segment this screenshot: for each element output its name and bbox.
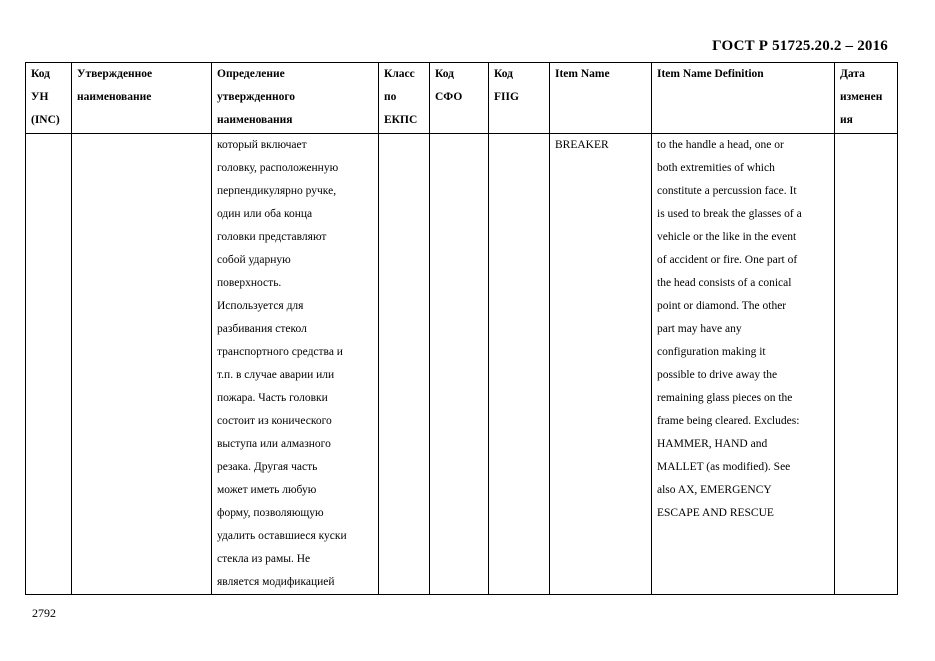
text-line: possible to drive away the (657, 369, 778, 381)
page-number: 2792 (32, 606, 56, 620)
table-row (26, 134, 898, 595)
cell-definition-ru (212, 134, 379, 595)
gost-item-name-table (25, 62, 898, 595)
text-line: of accident or fire. One part of (657, 254, 798, 266)
text-line: Item Name Definition (657, 68, 764, 80)
text-line: поверхность. (217, 277, 282, 289)
table-header-row (26, 63, 898, 134)
cell-item-name: BREAKER (550, 134, 652, 595)
text-line: пожара. Часть головки (217, 392, 328, 404)
column-header-fiig-code (489, 63, 550, 134)
text-line: головку, расположенную (217, 162, 339, 174)
text-line: point or diamond. The other (657, 300, 787, 312)
text-line: Item Name (555, 68, 610, 80)
text-line: the head consists of a conical (657, 277, 792, 289)
text-line: утвержденного (217, 91, 296, 103)
text-line: ЕКПС (384, 114, 418, 126)
text-line: перпендикулярно ручке, (217, 185, 337, 197)
cell-inc (26, 134, 72, 595)
cell-approved-name (72, 134, 212, 595)
text-line: Определение (217, 68, 285, 80)
document-standard-header: ГОСТ Р 51725.20.2 – 2016 (712, 38, 888, 54)
column-header-item-name (550, 63, 652, 134)
text-line: Код (435, 68, 455, 80)
text-line: remaining glass pieces on the (657, 392, 793, 404)
column-header-approved-name (72, 63, 212, 134)
text-line: который включает (217, 139, 307, 151)
text-line: наименование (77, 91, 152, 103)
text-line: может иметь любую (217, 484, 317, 496)
text-line: Код (31, 68, 51, 80)
column-header-ekps-class (379, 63, 430, 134)
text-line: Утвержденное (77, 68, 153, 80)
text-line: both extremities of which (657, 162, 775, 174)
text-line: удалить оставшиеся куски (217, 530, 347, 542)
text-line: наименования (217, 114, 293, 126)
text-line: Код (494, 68, 514, 80)
text-line: constitute a percussion face. It (657, 185, 797, 197)
text-line: выступа или алмазного (217, 438, 331, 450)
column-header-item-name-definition (652, 63, 835, 134)
text-line: also AX, EMERGENCY (657, 484, 772, 496)
text-line: HAMMER, HAND and (657, 438, 768, 450)
text-line: изменен (840, 91, 883, 103)
text-line: MALLET (as modified). See (657, 461, 791, 473)
text-line: FIIG (494, 91, 519, 103)
text-line: собой ударную (217, 254, 291, 266)
text-line: форму, позволяющую (217, 507, 324, 519)
text-line: по (384, 91, 397, 103)
text-line: разбивания стекол (217, 323, 307, 335)
text-line: УН (31, 91, 49, 103)
text-line: СФО (435, 91, 463, 103)
text-line: vehicle or the like in the event (657, 231, 797, 243)
text-line: ESCAPE AND RESCUE (657, 507, 774, 519)
cell-change-date (835, 134, 898, 595)
text-line: Дата (840, 68, 865, 80)
text-line: Используется для (217, 300, 304, 312)
text-line: резака. Другая часть (217, 461, 318, 473)
cell-item-name-definition (652, 134, 835, 595)
text-line: головки представляют (217, 231, 327, 243)
text-line: (INC) (31, 114, 60, 126)
text-line: ия (840, 114, 853, 126)
text-line: стекла из рамы. Не (217, 553, 311, 565)
text-line: является модификацией (217, 576, 335, 588)
text-line: транспортного средства и (217, 346, 343, 358)
cell-ekps-class (379, 134, 430, 595)
text-line: configuration making it (657, 346, 766, 358)
column-header-change-date (835, 63, 898, 134)
column-header-inc (26, 63, 72, 134)
cell-sfo-code (430, 134, 489, 595)
text-line: is used to break the glasses of a (657, 208, 802, 220)
text-line: т.п. в случае аварии или (217, 369, 335, 381)
column-header-definition-ru (212, 63, 379, 134)
text-line: Класс (384, 68, 415, 80)
text-line: frame being cleared. Excludes: (657, 415, 800, 427)
cell-fiig-code (489, 134, 550, 595)
text-line: один или оба конца (217, 208, 313, 220)
column-header-sfo-code (430, 63, 489, 134)
text-line: to the handle a head, one or (657, 139, 784, 151)
text-line: состоит из конического (217, 415, 332, 427)
text-line: part may have any (657, 323, 742, 335)
